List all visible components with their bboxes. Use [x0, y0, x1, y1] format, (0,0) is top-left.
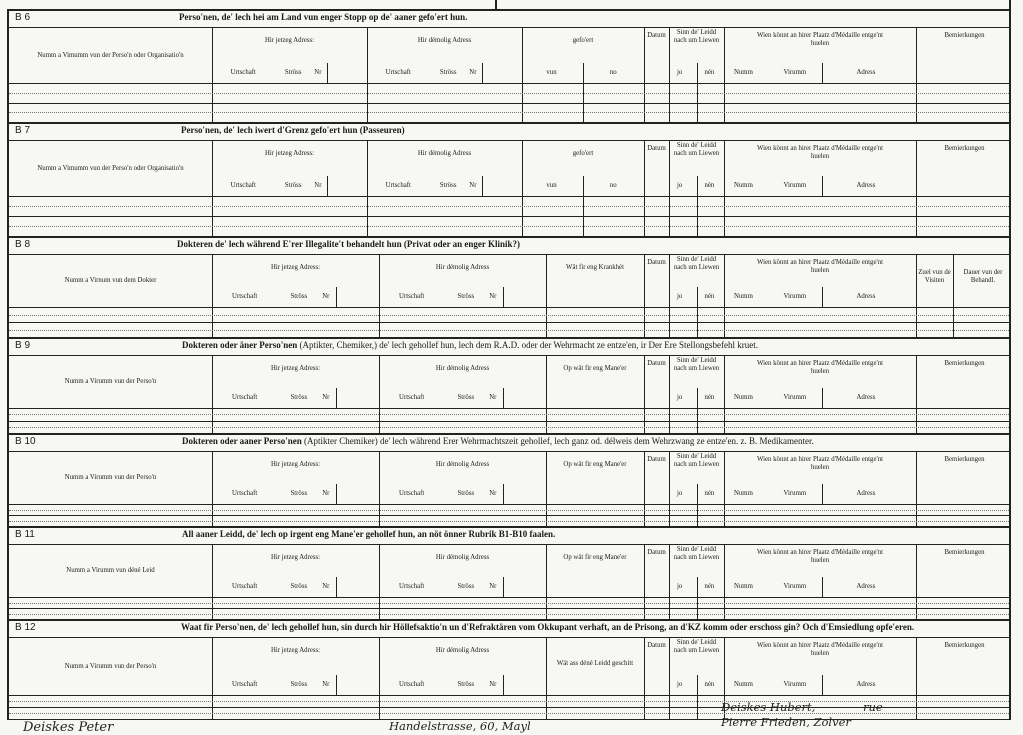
alive-header: Sinn de' Leidd nach um Liewen: [673, 357, 720, 372]
medal-tick: [822, 577, 823, 597]
nr-label: Nr: [322, 490, 330, 497]
nr-label: Nr: [314, 182, 322, 189]
duration-header: Dauer vun der Behandl.: [963, 269, 1003, 284]
urtschaft-label: Urtschaft: [230, 182, 256, 189]
alive-header: Sinn de' Leidd nach um Liewen: [673, 29, 720, 44]
medal-address-label: Adress: [856, 394, 876, 401]
datum-header: Datum: [647, 549, 666, 556]
entry-row[interactable]: [9, 598, 1009, 608]
section-code: B 8: [15, 239, 31, 250]
section-header: [9, 528, 1009, 545]
urtschaft-label: Urtschaft: [230, 69, 256, 76]
alive-yes-label: jo: [677, 182, 683, 189]
section-header: [9, 238, 1009, 255]
section-header: [9, 435, 1009, 452]
medal-header: Wien könnt an hirer Plaatz d'Médaille entge'nt huelen: [757, 32, 883, 47]
medal-address-label: Adress: [856, 583, 876, 590]
medal-name-label: Numm: [734, 583, 753, 590]
alive-split: [697, 287, 698, 337]
handwritten-heir-1: Deiskes Hubert,: [721, 700, 816, 714]
entry-row[interactable]: [9, 422, 1009, 434]
medal-name-label: Numm: [734, 394, 753, 401]
section-title: [181, 622, 914, 632]
col4-header: Op wät fir eng Mane'er: [563, 461, 627, 468]
section-code: B 10: [15, 436, 36, 447]
urtschaft-label: Urtschaft: [232, 681, 258, 688]
subheader-tick: [327, 63, 328, 83]
nr-label: Nr: [314, 69, 322, 76]
stross-label: Ströss: [290, 394, 308, 401]
medal-address-label: Adress: [856, 490, 876, 497]
section-title: [182, 340, 758, 350]
urtschaft-label: Urtschaft: [232, 293, 258, 300]
stross-label: Ströss: [457, 681, 475, 688]
datum-header: Datum: [647, 642, 666, 649]
section-table: [9, 452, 1009, 526]
section-header: [9, 11, 1009, 28]
subheader-tick: [503, 287, 504, 307]
alive-yes-label: jo: [677, 681, 683, 688]
section-title-main: Dokteren oder aaner Perso'nen: [182, 436, 302, 446]
medal-name-label: Numm: [734, 182, 753, 189]
urtschaft-label: Urtschaft: [232, 583, 258, 590]
stross-label: Ströss: [284, 69, 302, 76]
col4-header: Wät ass déné Leidd geschitt: [556, 660, 634, 667]
stross-label: Ströss: [290, 583, 308, 590]
section-table: [9, 255, 1009, 337]
medal-firstname-label: Virumm: [783, 583, 807, 590]
section-title-main: Dokteren de' lech während E'rer Illegalite't behandelt hun (Privat oder an enger Klinik?): [177, 239, 521, 249]
alive-yes-label: jo: [677, 583, 683, 590]
col4-header: Wät fir eng Krankhét: [566, 264, 624, 271]
alive-header: Sinn de' Leidd nach um Liewen: [673, 256, 720, 271]
demolig-address-header: Hir démolig Adress: [435, 365, 490, 372]
alive-no-label: nén: [704, 583, 715, 590]
medal-header: Wien könnt an hirer Plaatz d'Médaille entge'nt huelen: [757, 259, 883, 274]
stross-label: Ströss: [439, 69, 457, 76]
stross-label: Ströss: [457, 293, 475, 300]
demolig-address-header: Hir démolig Adress: [435, 264, 490, 271]
alive-yes-label: jo: [677, 293, 683, 300]
section-title: [179, 12, 467, 22]
medal-tick: [822, 484, 823, 504]
stross-label: Ströss: [290, 293, 308, 300]
col4-split: [583, 63, 584, 122]
urtschaft-label: Urtschaft: [385, 182, 411, 189]
section-table: [9, 28, 1009, 122]
alive-split: [697, 176, 698, 236]
col4-sub-to: no: [609, 182, 617, 189]
nr-label: Nr: [322, 583, 330, 590]
entry-row[interactable]: [9, 505, 1009, 515]
entry-row[interactable]: [9, 308, 1009, 322]
subheader-tick: [336, 675, 337, 695]
nr-label: Nr: [322, 394, 330, 401]
medal-tick: [822, 388, 823, 408]
section-table: [9, 545, 1009, 619]
section-code: B 9: [15, 340, 31, 351]
jetzeg-address-header: Hir jetzeg Adress:: [270, 365, 321, 372]
entry-row[interactable]: [9, 516, 1009, 526]
subheader-tick: [336, 484, 337, 504]
section-title: [182, 529, 555, 539]
alive-no-label: nén: [704, 490, 715, 497]
col4-split: [583, 176, 584, 236]
alive-header: Sinn de' Leidd nach um Liewen: [673, 142, 720, 157]
datum-header: Datum: [647, 360, 666, 367]
alive-no-label: nén: [704, 293, 715, 300]
alive-header: Sinn de' Leidd nach um Liewen: [673, 639, 720, 654]
alive-yes-label: jo: [677, 69, 683, 76]
jetzeg-address-header: Hir jetzeg Adress:: [270, 647, 321, 654]
col4-header: gefo'ert: [572, 37, 594, 44]
urtschaft-label: Urtschaft: [399, 583, 425, 590]
datum-header: Datum: [647, 456, 666, 463]
refractaire-questionnaire-form: [7, 9, 1011, 735]
demolig-address-header: Hir démolig Adress: [435, 461, 490, 468]
medal-tick: [822, 287, 823, 307]
section-title-main: Dokteren oder äner Perso'nen: [182, 340, 298, 350]
jetzeg-address-header: Hir jetzeg Adress:: [270, 461, 321, 468]
nr-label: Nr: [322, 681, 330, 688]
alive-header: Sinn de' Leidd nach um Liewen: [673, 546, 720, 561]
jetzeg-address-header: Hir jetzeg Adress:: [270, 264, 321, 271]
name-column-header: Numm a Virnum vun dem Dokter: [64, 277, 157, 284]
medal-firstname-label: Virumm: [783, 394, 807, 401]
urtschaft-label: Urtschaft: [399, 293, 425, 300]
jetzeg-address-header: Hir jetzeg Adress:: [270, 554, 321, 561]
medal-header: Wien könnt an hirer Plaatz d'Médaille entge'nt huelen: [757, 456, 883, 471]
stross-label: Ströss: [290, 490, 308, 497]
medal-tick: [822, 176, 823, 196]
section-table: [9, 141, 1009, 236]
medal-header: Wien könnt an hirer Plaatz d'Médaille entge'nt huelen: [757, 360, 883, 375]
subheader-tick: [503, 675, 504, 695]
entry-row[interactable]: [9, 409, 1009, 421]
demolig-address-header: Hir démolig Adress: [417, 150, 472, 157]
page-fold-mark: [1009, 0, 1011, 10]
nr-label: Nr: [489, 293, 497, 300]
section-title-main: Perso'nen, de' lech iwert d'Grenz gefo'ert hun (Passeuren): [181, 125, 405, 135]
remarks-header: Bemierkungen: [944, 642, 985, 649]
urtschaft-label: Urtschaft: [399, 490, 425, 497]
subheader-tick: [503, 388, 504, 408]
datum-header: Datum: [647, 145, 666, 152]
section-title-rest: (Aptikter Chemiker) de' lech während Erer Wehrmachtszeit gehollef, lech ganz od. délweis dem Wehrzwang ze entze'en. z. B. Medikamenter.: [304, 436, 814, 446]
col4-sub-to: no: [609, 69, 617, 76]
col4-sub-from: vun: [546, 69, 557, 76]
entry-row[interactable]: [9, 696, 1009, 707]
entry-row[interactable]: [9, 104, 1009, 123]
medal-header: Wien könnt an hirer Plaatz d'Médaille entge'nt huelen: [757, 549, 883, 564]
medal-firstname-label: Virumm: [783, 681, 807, 688]
remarks-header: Bemierkungen: [944, 360, 985, 367]
medal-firstname-label: Virumm: [783, 490, 807, 497]
section-code: B 11: [15, 529, 35, 540]
remarks-header: Bemierkungen: [944, 145, 985, 152]
section-b6: [9, 9, 1009, 122]
remarks-header: Bemierkungen: [944, 456, 985, 463]
alive-yes-label: jo: [677, 490, 683, 497]
name-column-header: Numm a Vimumm vun der Perso'n oder Organisatio'n: [37, 51, 184, 59]
section-code: B 12: [15, 622, 36, 633]
entry-row[interactable]: [9, 197, 1009, 216]
section-b7: [9, 122, 1009, 236]
section-header: [9, 339, 1009, 356]
alive-split: [697, 484, 698, 526]
entry-row[interactable]: [9, 609, 1009, 619]
alive-split: [697, 675, 698, 719]
subheader-tick: [482, 63, 483, 83]
nr-label: Nr: [469, 182, 477, 189]
jetzeg-address-header: Hir jetzeg Adress:: [264, 37, 315, 44]
nr-label: Nr: [489, 490, 497, 497]
medal-address-label: Adress: [856, 681, 876, 688]
col4-sub-from: vun: [546, 182, 557, 189]
section-title-main: Perso'nen, de' lech hei am Land vun enger Stopp op de' aaner gefo'ert hun.: [179, 12, 468, 22]
col4-header: Op wät fir eng Mane'er: [563, 365, 627, 372]
medal-firstname-label: Virumm: [783, 69, 807, 76]
section-title-rest: (Aptikter, Chemiker,) de' lech gehollef hun, lech dem R.A.D. oder der Wehrmacht ze entze'en, ir Der Ere Stellongsbefehl kruet.: [299, 340, 758, 350]
name-column-header: Numm a Vimumm vun der Perso'n oder Organisatio'n: [37, 164, 184, 172]
name-column-header: Numm a Virumm vun déné Leid: [66, 567, 155, 574]
name-column-header: Numm a Virumm vun der Perso'n: [64, 662, 157, 670]
section-b9: [9, 337, 1009, 433]
medal-name-label: Numm: [734, 490, 753, 497]
entry-row[interactable]: [9, 323, 1009, 337]
alive-header: Sinn de' Leidd nach um Liewen: [673, 453, 720, 468]
demolig-address-header: Hir démolig Adress: [435, 554, 490, 561]
name-column-header: Numm a Virumm vun der Perso'n: [64, 378, 157, 385]
section-title: [182, 436, 814, 446]
medal-firstname-label: Virumm: [783, 293, 807, 300]
page-fold-mark: [495, 0, 497, 11]
stross-label: Ströss: [457, 394, 475, 401]
section-title: [177, 239, 520, 249]
subheader-tick: [503, 577, 504, 597]
visits-header: Zuel vun de Visiten: [918, 269, 951, 284]
subheader-tick: [336, 287, 337, 307]
section-b8: [9, 236, 1009, 337]
entry-row[interactable]: [9, 708, 1009, 719]
datum-header: Datum: [647, 259, 666, 266]
alive-no-label: nén: [704, 394, 715, 401]
section-table: [9, 356, 1009, 433]
section-code: B 6: [15, 12, 31, 23]
alive-no-label: nén: [704, 681, 715, 688]
nr-label: Nr: [489, 394, 497, 401]
alive-split: [697, 63, 698, 122]
urtschaft-label: Urtschaft: [399, 681, 425, 688]
entry-row[interactable]: [9, 217, 1009, 236]
col4-header: gefo'ert: [572, 150, 594, 157]
section-b11: [9, 526, 1009, 619]
section-b10: [9, 433, 1009, 526]
alive-split: [697, 388, 698, 433]
stross-label: Ströss: [439, 182, 457, 189]
subheader-tick: [482, 176, 483, 196]
nr-label: Nr: [489, 681, 497, 688]
medal-name-label: Numm: [734, 293, 753, 300]
urtschaft-label: Urtschaft: [232, 490, 258, 497]
nr-label: Nr: [489, 583, 497, 590]
section-code: B 7: [15, 125, 31, 136]
medal-address-label: Adress: [856, 182, 876, 189]
section-b12: [9, 619, 1009, 735]
medal-name-label: Numm: [734, 69, 753, 76]
nr-label: Nr: [322, 293, 330, 300]
alive-yes-label: jo: [677, 394, 683, 401]
remarks-header: Bemierkungen: [944, 549, 985, 556]
section-title: [181, 125, 405, 135]
medal-tick: [822, 675, 823, 695]
subheader-tick: [327, 176, 328, 196]
handwritten-name: Deiskes Peter: [23, 720, 114, 735]
nr-label: Nr: [469, 69, 477, 76]
demolig-address-header: Hir démolig Adress: [435, 647, 490, 654]
medal-header: Wien könnt an hirer Plaatz d'Médaille entge'nt huelen: [757, 642, 883, 657]
stross-label: Ströss: [290, 681, 308, 688]
remarks-header: Bemierkungen: [944, 32, 985, 39]
medal-name-label: Numm: [734, 681, 753, 688]
alive-split: [697, 577, 698, 619]
handwritten-heir-2: Pierre Frieden, Zolver: [721, 715, 851, 729]
subheader-tick: [336, 577, 337, 597]
entry-row[interactable]: [9, 84, 1009, 103]
urtschaft-label: Urtschaft: [232, 394, 258, 401]
datum-header: Datum: [647, 32, 666, 39]
medal-tick: [822, 63, 823, 83]
col4-header: Op wät fir eng Mane'er: [563, 554, 627, 561]
medal-address-label: Adress: [856, 69, 876, 76]
urtschaft-label: Urtschaft: [385, 69, 411, 76]
handwritten-heir-1b: rue: [863, 700, 883, 714]
section-title-main: Waat fir Perso'nen, de' lech gehollef hun, sin durch hir Höllefsaktio'n un d'Refraktären vom Okkupant verhaft, an de Prisong, an d'KZ komm oder erschoss gin? Och d'Emsiedlung opfe'eren.: [181, 622, 915, 632]
urtschaft-label: Urtschaft: [399, 394, 425, 401]
demolig-address-header: Hir démolig Adress: [417, 37, 472, 44]
stross-label: Ströss: [284, 182, 302, 189]
subheader-tick: [503, 484, 504, 504]
name-column-header: Numm a Virumm vun der Perso'n: [64, 474, 157, 481]
alive-no-label: nén: [704, 69, 715, 76]
medal-address-label: Adress: [856, 293, 876, 300]
subheader-tick: [336, 388, 337, 408]
medal-firstname-label: Virumm: [783, 182, 807, 189]
jetzeg-address-header: Hir jetzeg Adress:: [264, 150, 315, 157]
section-title-main: All aaner Leidd, de' lech op irgent eng Mane'er gehollef hun, an nöt önner Rubrik B1-B10 faalen.: [182, 529, 556, 539]
section-table: [9, 638, 1009, 735]
section-header: [9, 621, 1009, 638]
handwritten-address: Handelstrasse, 60, Mayl: [389, 719, 531, 733]
section-header: [9, 124, 1009, 141]
stross-label: Ströss: [457, 490, 475, 497]
alive-no-label: nén: [704, 182, 715, 189]
medal-header: Wien könnt an hirer Plaatz d'Médaille entge'nt huelen: [757, 145, 883, 160]
stross-label: Ströss: [457, 583, 475, 590]
